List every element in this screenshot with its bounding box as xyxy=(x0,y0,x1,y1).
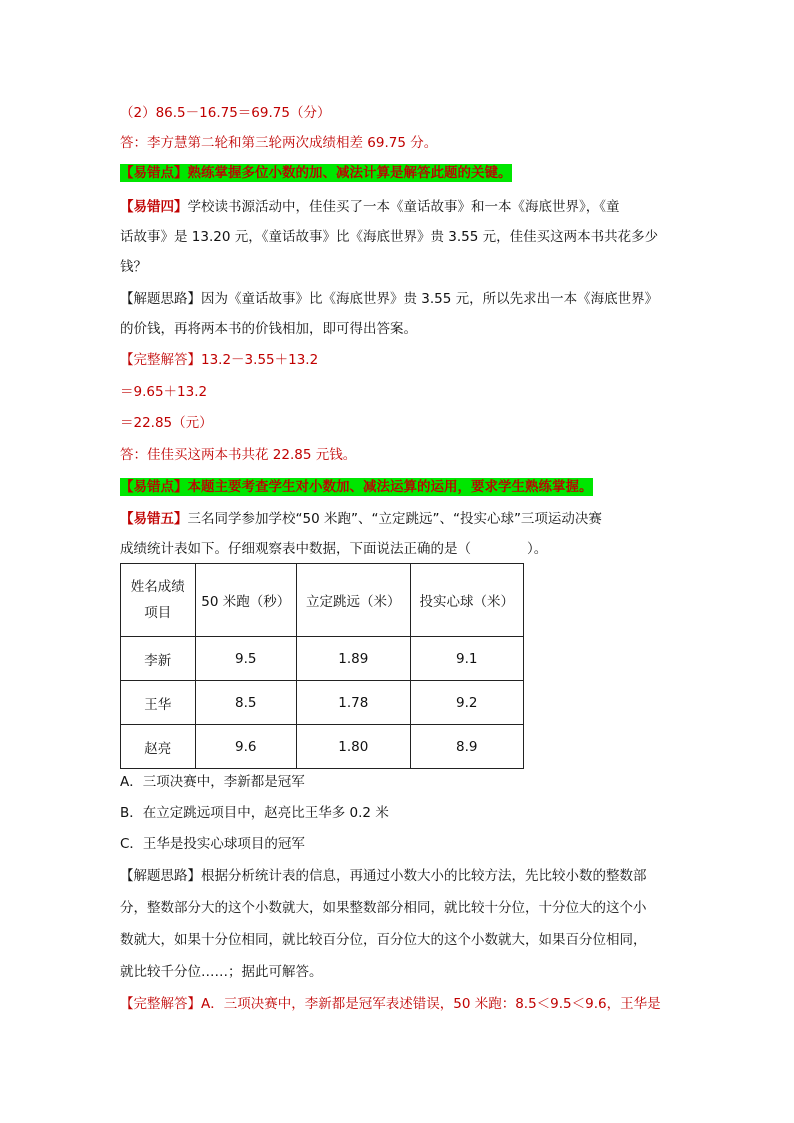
question4-idea-line2: 的价钱，再将两本书的价钱相加，即可得出答案。 xyxy=(120,321,417,337)
table-header-cell: 50 米跑（秒） xyxy=(195,564,297,637)
option-c: C．王华是投实心球项目的冠军 xyxy=(120,836,305,852)
corner-bottom-label: 项目 xyxy=(144,605,172,621)
table-corner-cell xyxy=(121,564,196,637)
option-b: B．在立定跳远项目中，赵亮比王华多 0.2 米 xyxy=(120,805,389,821)
question4-tag: 【易错四】 xyxy=(120,199,188,215)
table-row xyxy=(121,725,524,769)
question5-tag: 【易错五】 xyxy=(120,511,188,527)
error-point-text-2: 【易错点】本题主要考查学生对小数加、减法运算的运用，要求学生熟练掌握。 xyxy=(120,479,593,495)
table-header-cell: 投实心球（米） xyxy=(410,564,523,637)
question4-solution-line1 xyxy=(120,350,318,370)
option-a: A．三项决赛中，李新都是冠军 xyxy=(120,774,305,790)
student-name-cell: 王华 xyxy=(121,681,196,725)
table-header-row xyxy=(121,564,524,637)
student-name-cell: 赵亮 xyxy=(121,725,196,769)
table-cell: 8.5 xyxy=(195,681,297,725)
error-point-text: 【易错点】熟练掌握多位小数的加、减法计算是解答此题的关键。 xyxy=(120,165,512,181)
question4-text: 学校读书源活动中，佳佳买了一本《童话故事》和一本《海底世界》，《童 xyxy=(187,199,620,215)
question4-answer: 答：佳佳买这两本书共花 22.85 元钱。 xyxy=(120,447,357,463)
table-cell: 8.9 xyxy=(410,725,523,769)
question4-idea-line1: 【解题思路】因为《童话故事》比《海底世界》贵 3.55 元，所以先求出一本《海底世界》 xyxy=(120,291,659,307)
question4-line2: 话故事》是 13.20 元，《童话故事》比《海底世界》贵 3.55 元，佳佳买这两本书共花多少 xyxy=(120,229,659,245)
table-cell: 9.6 xyxy=(195,725,297,769)
table-cell: 9.5 xyxy=(195,637,297,681)
question5-line1 xyxy=(120,509,602,529)
question5-prompt-end: ）。 xyxy=(527,541,548,557)
question4-line3: 钱？ xyxy=(120,259,147,275)
table-row xyxy=(121,681,524,725)
table-cell: 9.2 xyxy=(410,681,523,725)
corner-top-label: 姓名成绩 xyxy=(130,579,185,595)
question5-idea-line2: 分，整数部分大的这个小数就大，如果整数部分相同，就比较十分位，十分位大的这个小 xyxy=(120,900,647,916)
table-cell: 1.78 xyxy=(297,681,410,725)
question4-line1 xyxy=(120,197,620,217)
error-point-highlight xyxy=(120,163,512,183)
solution-expression: 13.2－3.55＋13.2 xyxy=(201,352,319,368)
part2-answer: 答：李方慧第二轮和第三轮两次成绩相差 69.75 分。 xyxy=(120,135,438,151)
question5-idea-line1: 【解题思路】根据分析统计表的信息，再通过小数大小的比较方法，先比较小数的整数部 xyxy=(120,868,647,884)
table-cell: 1.89 xyxy=(297,637,410,681)
error-point-highlight-2 xyxy=(120,477,593,497)
question4-solution-line2: ＝9.65＋13.2 xyxy=(120,384,208,400)
student-name-cell: 李新 xyxy=(121,637,196,681)
table-cell: 1.80 xyxy=(297,725,410,769)
score-table xyxy=(120,563,524,769)
question4-solution-line3: ＝22.85（元） xyxy=(120,415,213,431)
question5-prompt: 成绩统计表如下。仔细观察表中数据，下面说法正确的是（ xyxy=(120,541,471,557)
question5-solution: 【完整解答】A．三项决赛中，李新都是冠军表述错误，50 米跑：8.5＜9.5＜9.6，王华是 xyxy=(120,996,661,1012)
part2-calculation: （2）86.5－16.75＝69.75（分） xyxy=(120,105,331,121)
question5-idea-line4: 就比较千分位……；据此可解答。 xyxy=(120,964,323,980)
table-row xyxy=(121,637,524,681)
table-cell: 9.1 xyxy=(410,637,523,681)
solution-tag: 【完整解答】 xyxy=(120,352,201,368)
question5-line2 xyxy=(120,539,547,559)
question5-idea-line3: 数就大，如果十分位相同，就比较百分位，百分位大的这个小数就大，如果百分位相同， xyxy=(120,932,647,948)
table-header-cell: 立定跳远（米） xyxy=(297,564,410,637)
question5-text: 三名同学参加学校“50 米跑”、“立定跳远”、“投实心球”三项运动决赛 xyxy=(187,511,602,527)
